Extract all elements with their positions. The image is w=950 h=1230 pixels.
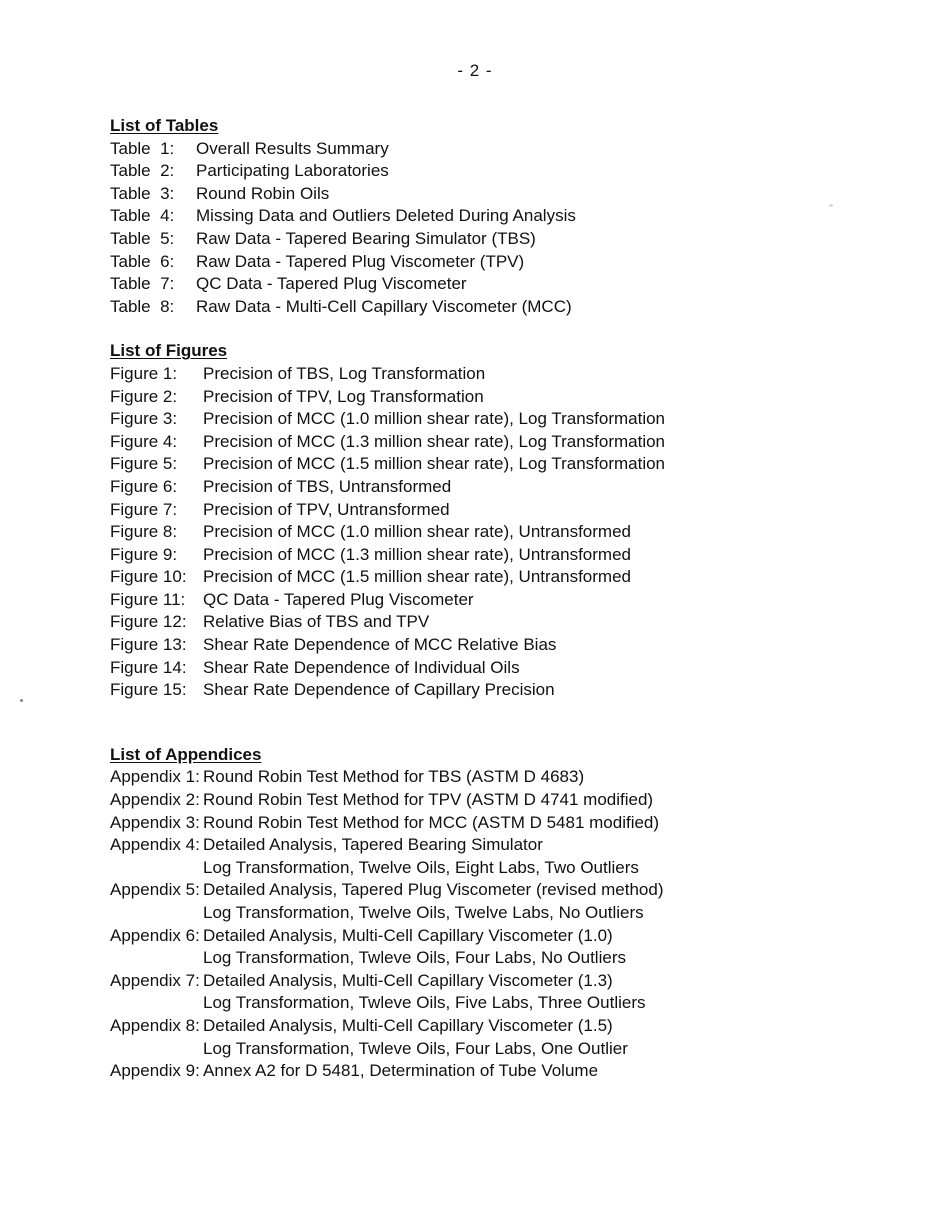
toc-row bbox=[110, 160, 910, 183]
toc-row bbox=[110, 634, 910, 657]
toc-row bbox=[110, 970, 910, 993]
toc-row bbox=[110, 296, 910, 319]
toc-row bbox=[110, 589, 910, 612]
toc-row-desc: Precision of MCC (1.5 million shear rate), Log Transformation bbox=[203, 454, 666, 474]
toc-row bbox=[110, 925, 910, 948]
toc-row-continuation-text: Log Transformation, Twleve Oils, Four Labs, No Outliers bbox=[203, 948, 626, 968]
toc-row-label: Figure 7: bbox=[110, 499, 178, 519]
toc-row-desc: Precision of MCC (1.3 million shear rate), Untransformed bbox=[203, 544, 631, 564]
toc-row-desc: QC Data - Tapered Plug Viscometer bbox=[196, 274, 467, 294]
toc-row-label: Appendix 1: bbox=[110, 767, 200, 787]
toc-row-label: Appendix 2: bbox=[110, 790, 200, 810]
toc-row-desc: Relative Bias of TBS and TPV bbox=[203, 612, 430, 632]
toc-row-desc: Precision of MCC (1.5 million shear rate), Untransformed bbox=[203, 567, 631, 587]
toc-row-desc: Detailed Analysis, Tapered Plug Viscometer (revised method) bbox=[203, 880, 664, 900]
toc-row-desc: Precision of MCC (1.3 million shear rate), Log Transformation bbox=[203, 431, 666, 451]
section-heading-appendices: List of Appendices bbox=[110, 744, 262, 764]
toc-row-label: Figure 5: bbox=[110, 454, 178, 474]
toc-row-label: Figure 4: bbox=[110, 431, 178, 451]
toc-row bbox=[110, 1015, 910, 1038]
toc-row bbox=[110, 611, 910, 634]
toc-row-label: Table 5: bbox=[110, 228, 175, 248]
toc-row-desc: Shear Rate Dependence of Individual Oils bbox=[203, 657, 520, 677]
toc-row-desc: Detailed Analysis, Tapered Bearing Simulator bbox=[203, 835, 543, 855]
toc-row-label: Figure 3: bbox=[110, 409, 178, 429]
toc-row-label: Figure 14: bbox=[110, 657, 187, 677]
toc-row-continuation-text: Log Transformation, Twelve Oils, Twelve Labs, No Outliers bbox=[203, 903, 644, 922]
toc-row-desc: Raw Data - Tapered Plug Viscometer (TPV) bbox=[196, 251, 525, 271]
toc-row bbox=[110, 183, 910, 206]
toc-row bbox=[110, 251, 910, 274]
toc-row-label: Appendix 9: bbox=[110, 1061, 200, 1081]
toc-row-continuation bbox=[203, 1038, 910, 1061]
toc-row bbox=[110, 679, 910, 702]
toc-row-label: Figure 12: bbox=[110, 612, 187, 632]
toc-row bbox=[110, 453, 910, 476]
toc-row bbox=[110, 879, 910, 902]
toc-row-desc: Detailed Analysis, Multi-Cell Capillary Viscometer (1.3) bbox=[203, 970, 613, 990]
toc-row bbox=[110, 205, 910, 228]
section-heading-figures: List of Figures bbox=[110, 341, 228, 361]
toc-row bbox=[110, 766, 910, 789]
toc-row-desc: Detailed Analysis, Multi-Cell Capillary Viscometer (1.5) bbox=[203, 1015, 613, 1035]
toc-row-label: Figure 1: bbox=[110, 363, 178, 383]
toc-row-label: Appendix 8: bbox=[110, 1015, 200, 1035]
section-appendices bbox=[110, 744, 910, 1083]
toc-row-desc: Precision of TBS, Log Transformation bbox=[203, 363, 486, 383]
toc-row-label: Figure 9: bbox=[110, 544, 178, 564]
toc-row bbox=[110, 499, 910, 522]
toc-row-desc: QC Data - Tapered Plug Viscometer bbox=[203, 589, 474, 609]
toc-row bbox=[110, 273, 910, 296]
toc-row-continuation-text: Log Transformation, Twleve Oils, Five Labs, Three Outliers bbox=[203, 993, 646, 1013]
toc-row-label: Appendix 7: bbox=[110, 970, 200, 990]
toc-row bbox=[110, 431, 910, 454]
toc-row bbox=[110, 1060, 910, 1083]
toc-row-desc: Precision of TPV, Log Transformation bbox=[203, 386, 484, 406]
toc-row-continuation bbox=[203, 992, 910, 1015]
toc-row-desc: Raw Data - Multi-Cell Capillary Viscometer (MCC) bbox=[196, 296, 572, 316]
toc-row-label: Table 1: bbox=[110, 138, 175, 158]
toc-row-label: Figure 10: bbox=[110, 567, 187, 587]
toc-row-desc: Precision of TBS, Untransformed bbox=[203, 476, 452, 496]
toc-row-label: Table 4: bbox=[110, 206, 175, 226]
toc-row-label: Table 6: bbox=[110, 251, 175, 271]
toc-row bbox=[110, 408, 910, 431]
toc-row-label: Figure 11: bbox=[110, 589, 186, 609]
toc-row-continuation bbox=[203, 857, 910, 880]
toc-row-desc: Precision of MCC (1.0 million shear rate), Untransformed bbox=[203, 522, 631, 542]
section-tables bbox=[110, 115, 910, 318]
toc-row bbox=[110, 138, 910, 161]
toc-row-continuation bbox=[203, 902, 910, 925]
toc-row-label: Appendix 3: bbox=[110, 812, 200, 832]
toc-row-label: Appendix 5: bbox=[110, 880, 200, 900]
toc-row bbox=[110, 812, 910, 835]
toc-row-label: Table 2: bbox=[110, 161, 175, 181]
toc-row-desc: Precision of TPV, Untransformed bbox=[203, 499, 450, 519]
toc-row bbox=[110, 566, 910, 589]
toc-row bbox=[110, 657, 910, 680]
toc-row-label: Figure 8: bbox=[110, 522, 178, 542]
toc-row-label: Appendix 4: bbox=[110, 835, 200, 855]
toc-row bbox=[110, 521, 910, 544]
toc-row-label: Figure 13: bbox=[110, 635, 187, 655]
section-heading-tables: List of Tables bbox=[110, 116, 219, 135]
toc-row-desc: Round Robin Test Method for TPV (ASTM D 4741 modified) bbox=[203, 790, 654, 810]
toc-row-desc: Overall Results Summary bbox=[196, 138, 389, 158]
toc-row-continuation-text: Log Transformation, Twleve Oils, Four Labs, One Outlier bbox=[203, 1038, 628, 1058]
toc-row-continuation-text: Log Transformation, Twelve Oils, Eight Labs, Two Outliers bbox=[203, 857, 639, 877]
toc-row-label: Figure 2: bbox=[110, 386, 178, 406]
toc-row-label: Figure 6: bbox=[110, 476, 178, 496]
toc-row-desc: Shear Rate Dependence of MCC Relative Bias bbox=[203, 635, 557, 655]
toc-row bbox=[110, 228, 910, 251]
toc-sections bbox=[110, 115, 910, 1083]
toc-row-label: Figure 15: bbox=[110, 680, 187, 700]
toc-row bbox=[110, 476, 910, 499]
toc-row-label: Table 7: bbox=[110, 274, 175, 294]
toc-row-desc: Participating Laboratories bbox=[196, 161, 389, 181]
toc-row bbox=[110, 834, 910, 857]
toc-row-label: Table 3: bbox=[110, 183, 175, 203]
toc-row-desc: Missing Data and Outliers Deleted During Analysis bbox=[196, 206, 576, 226]
toc-row-desc: Round Robin Test Method for TBS (ASTM D 4683) bbox=[203, 767, 585, 787]
scan-speck bbox=[20, 699, 23, 702]
toc-row-desc: Precision of MCC (1.0 million shear rate), Log Transformation bbox=[203, 409, 666, 429]
toc-row bbox=[110, 544, 910, 567]
toc-row-desc: Detailed Analysis, Multi-Cell Capillary Viscometer (1.0) bbox=[203, 925, 613, 945]
toc-row-label: Table 8: bbox=[110, 296, 175, 316]
toc-row-continuation bbox=[203, 947, 910, 970]
scan-speck bbox=[829, 204, 833, 207]
toc-row-desc: Annex A2 for D 5481, Determination of Tube Volume bbox=[203, 1061, 599, 1081]
toc-row-desc: Round Robin Test Method for MCC (ASTM D 5481 modified) bbox=[203, 812, 660, 832]
toc-row bbox=[110, 789, 910, 812]
toc-row-label: Appendix 6: bbox=[110, 925, 200, 945]
toc-row-desc: Round Robin Oils bbox=[196, 183, 330, 203]
toc-row-desc: Raw Data - Tapered Bearing Simulator (TBS) bbox=[196, 228, 536, 248]
page-number: - 2 - bbox=[457, 61, 493, 80]
toc-row bbox=[110, 386, 910, 409]
section-figures bbox=[110, 340, 910, 702]
toc-row bbox=[110, 363, 910, 386]
toc-row-desc: Shear Rate Dependence of Capillary Precision bbox=[203, 680, 555, 700]
